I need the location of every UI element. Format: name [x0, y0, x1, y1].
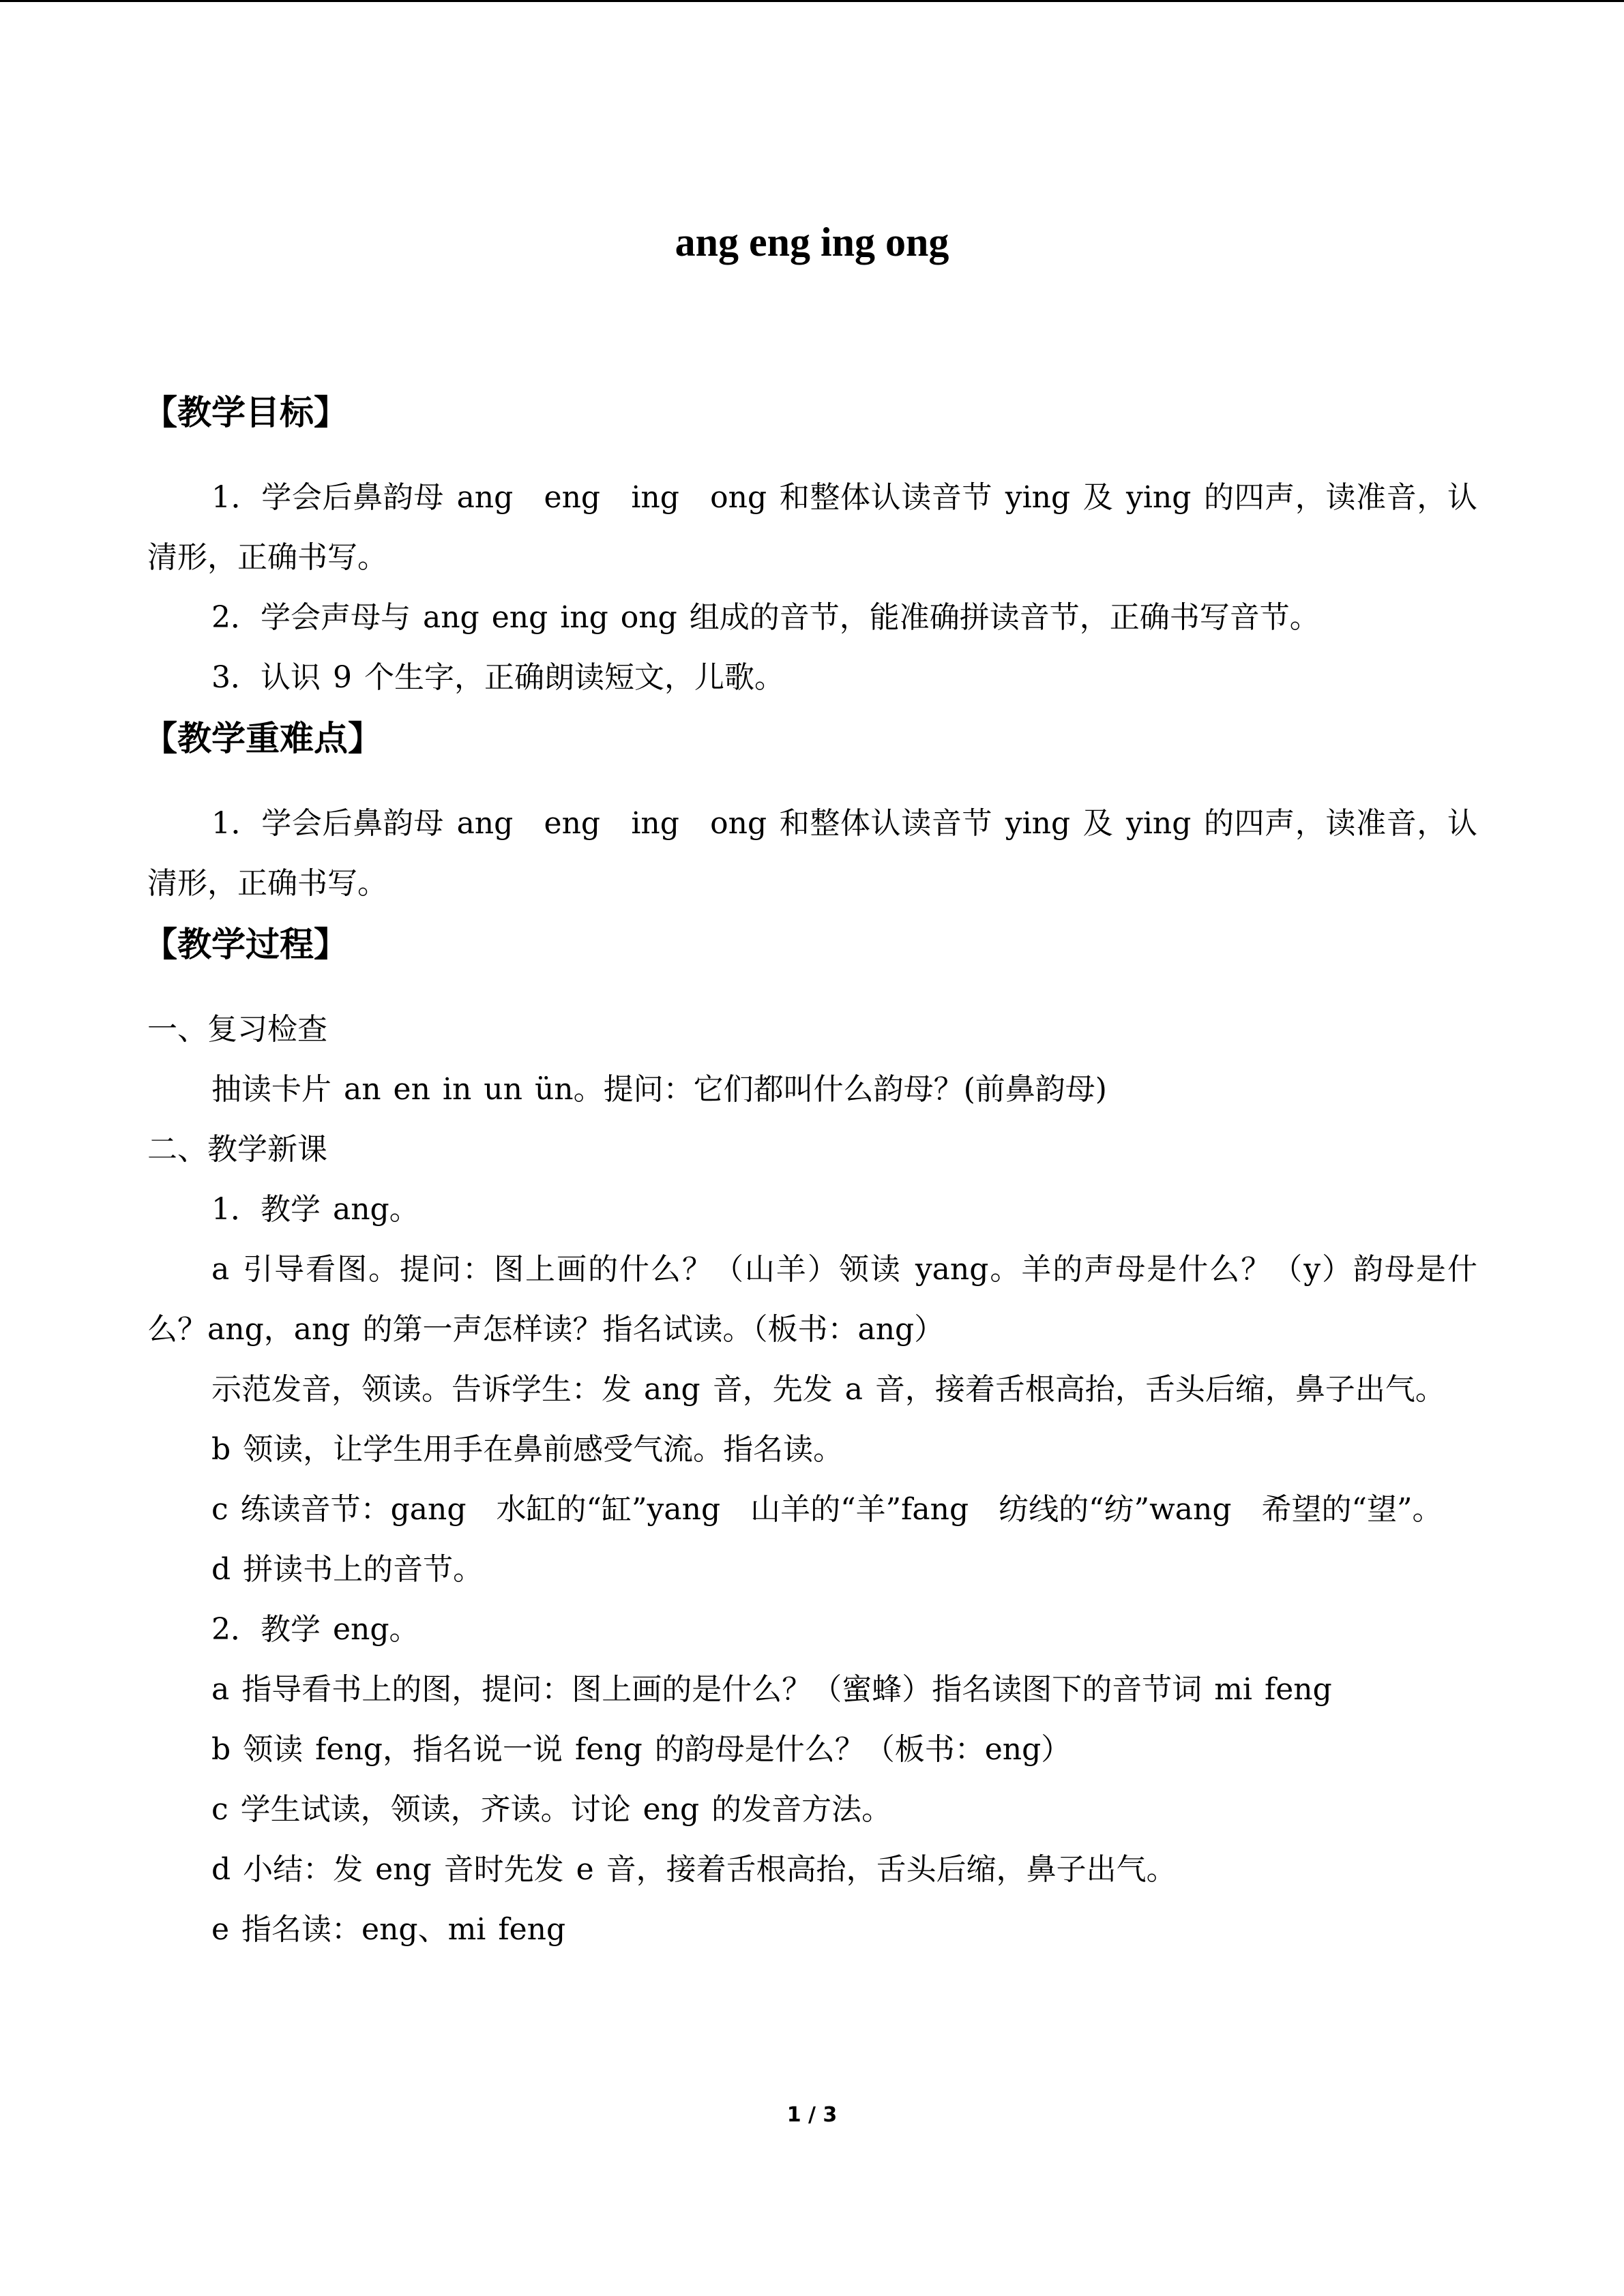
section-heading-key-points: 【教学重难点】 [143, 719, 382, 758]
paragraph: 1．教学 ang。 [211, 1192, 419, 1227]
paragraph: b 领读 feng，指名说一说 feng 的韵母是什么？（板书：eng） [211, 1732, 1072, 1767]
paragraph: a 指导看书上的图，提问：图上画的是什么？（蜜蜂）指名读图下的音节词 mi feng [211, 1672, 1332, 1707]
paragraph: 示范发音，领读。告诉学生：发 ang 音，先发 a 音，接着舌根高抬，舌头后缩，鼻子出气。 [211, 1372, 1445, 1407]
paragraph: a 引导看图。提问：图上画的什么？（山羊）领读 yang。羊的声母是什么？（y）韵母是什么？ang，ang 的第一声怎样读？指名试读。（板书：ang） [147, 1252, 1477, 1347]
paragraph: 1．学会后鼻韵母 ang eng ing ong 和整体认读音节 ying 及 ying 的四声，读准音，认清形，正确书写。 [147, 806, 1477, 901]
paragraph: c 学生试读，领读，齐读。讨论 eng 的发音方法。 [211, 1792, 892, 1827]
paragraph: d 小结：发 eng 音时先发 e 音，接着舌根高抬，舌头后缩，鼻子出气。 [211, 1852, 1177, 1887]
paragraph: 3．认识 9 个生字，正确朗读短文，儿歌。 [211, 660, 784, 695]
page-top-border [0, 0, 1624, 2]
subsection-heading: 一、复习检查 [147, 1012, 327, 1047]
paragraph: d 拼读书上的音节。 [211, 1552, 484, 1587]
document-body [143, 382, 1477, 1960]
paragraph: b 领读，让学生用手在鼻前感受气流。指名读。 [211, 1432, 844, 1467]
paragraph: 2．学会声母与 ang eng ing ong 组成的音节，能准确拼读音节，正确书写音节。 [211, 600, 1320, 635]
paragraph: c 练读音节：gang 水缸的“缸”yang 山羊的“羊”fang 纺线的“纺”wang 希望的“望”。 [211, 1492, 1443, 1527]
page-number: 1 / 3 [786, 2103, 838, 2127]
document-title: ang eng ing ong [675, 220, 949, 265]
section-heading-process: 【教学过程】 [143, 925, 348, 964]
paragraph: e 指名读：eng、mi feng [211, 1912, 566, 1947]
paragraph: 抽读卡片 an en in un ün。提问：它们都叫什么韵母？(前鼻韵母) [211, 1072, 1107, 1107]
paragraph: 2．教学 eng。 [211, 1612, 419, 1647]
subsection-heading: 二、教学新课 [147, 1132, 327, 1167]
section-heading-objectives: 【教学目标】 [143, 393, 348, 432]
paragraph: 1．学会后鼻韵母 ang eng ing ong 和整体认读音节 ying 及 ying 的四声，读准音，认清形，正确书写。 [147, 480, 1477, 575]
